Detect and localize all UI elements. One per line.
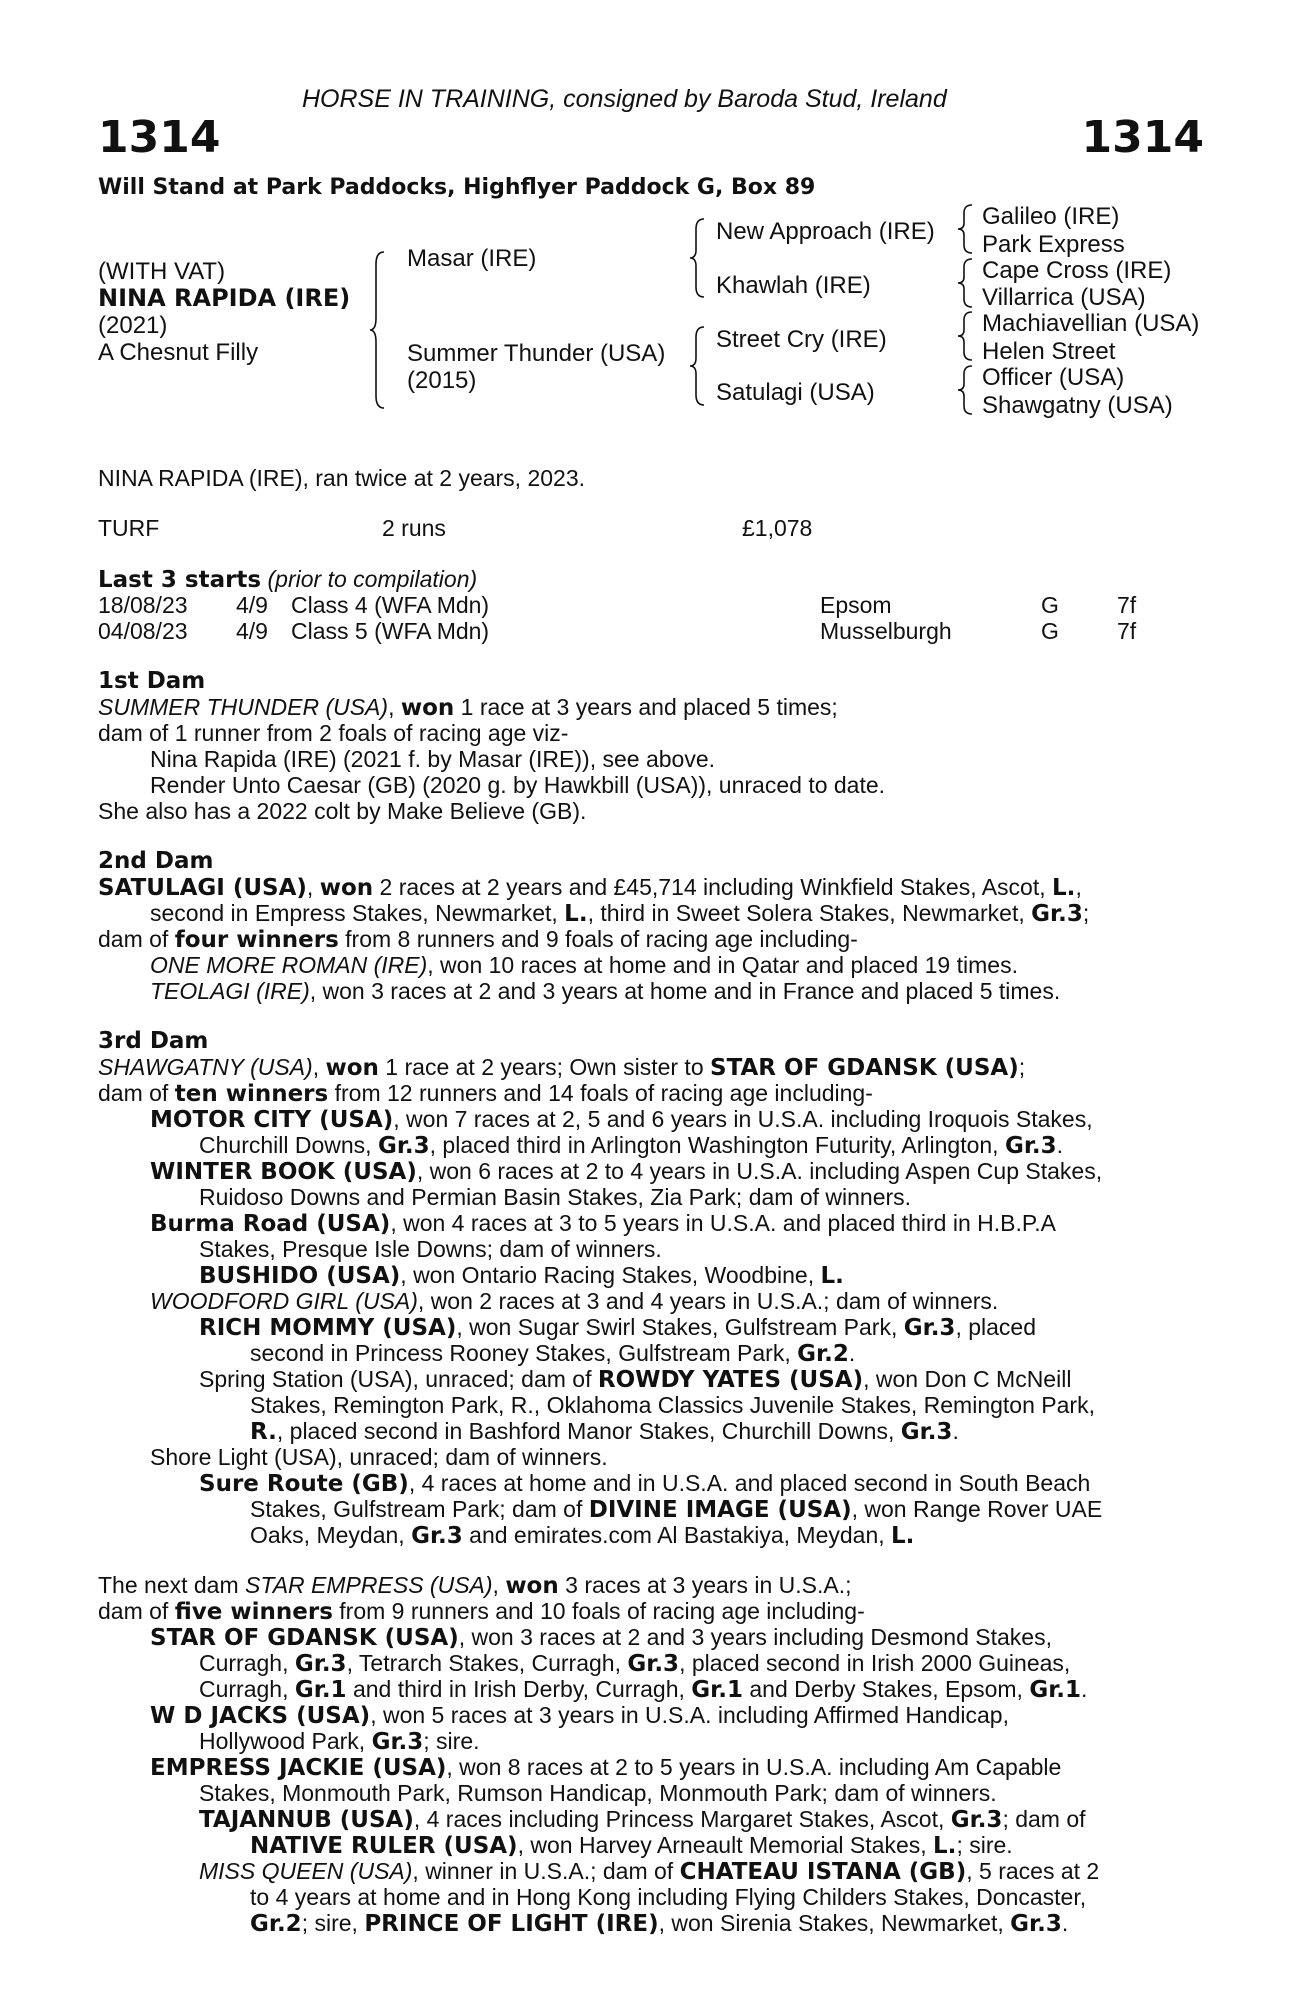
second-dam-progeny — [150, 952, 1018, 978]
text-segment: Gr.1 — [294, 1677, 347, 1703]
start-date: 18/08/23 — [98, 592, 188, 618]
third-dam-progeny: Shore Light (USA), unraced; dam of winners. — [150, 1444, 608, 1470]
third-dam-progeny — [150, 1288, 998, 1314]
start-distance: 7f — [1117, 592, 1137, 618]
text-segment: Gr.3 — [903, 1315, 956, 1341]
third-dam-line — [98, 1054, 1025, 1081]
text-segment: dam of — [98, 1598, 175, 1624]
text-segment: , won 2 races at 3 and 4 years in U.S.A.; dam of winners. — [417, 1288, 999, 1314]
next-dam-progeny — [250, 1832, 1013, 1859]
third-dam-progeny — [199, 1132, 1063, 1159]
next-dam-progeny: to 4 years at home and in Hong Kong including Flying Childers Stakes, Doncaster, — [250, 1884, 1087, 1910]
text-segment: 2 races at 2 years and £45,714 including Winkfield Stakes, Ascot, — [373, 874, 1053, 900]
text-segment: won — [400, 695, 455, 721]
third-dam-progeny — [150, 1158, 1102, 1185]
next-dam-progeny: Stakes, Monmouth Park, Rumson Handicap, Monmouth Park; dam of winners. — [199, 1780, 997, 1806]
text-segment: second in Empress Stakes, Newmarket, — [150, 900, 565, 926]
text-segment: dam of — [98, 926, 175, 952]
text-segment: WOODFORD GIRL (USA) — [150, 1288, 418, 1314]
grandsire-2: Cape Cross (IRE) — [982, 257, 1172, 284]
start-going: G — [1041, 618, 1059, 644]
text-segment: Stakes, Gulfstream Park; dam of — [250, 1496, 589, 1522]
pedigree-brace-dam — [688, 325, 708, 407]
text-segment: , won Sirenia Stakes, Newmarket, — [658, 1910, 1011, 1936]
text-segment: Gr.3 — [411, 1523, 463, 1549]
granddam-2: Villarrica (USA) — [982, 284, 1146, 311]
text-segment: STAR OF GDANSK (USA) — [710, 1055, 1019, 1081]
dam-dam-name: Satulagi (USA) — [716, 379, 875, 406]
text-segment: L. — [891, 1523, 915, 1549]
first-dam-progeny: Render Unto Caesar (GB) (2020 g. by Hawkbill (USA)), unraced to date. — [150, 772, 886, 798]
text-segment: , won 7 races at 2, 5 and 6 years in U.S.A. including Iroquois Stakes, — [393, 1106, 1093, 1132]
next-dam-line — [98, 1598, 865, 1625]
third-dam-line — [98, 1080, 873, 1107]
text-segment: , won Don C McNeill — [863, 1366, 1072, 1392]
text-segment: L. — [933, 1833, 957, 1859]
text-segment: ; dam of — [1002, 1806, 1086, 1832]
text-segment: from 8 runners and 9 foals of racing age including- — [338, 926, 858, 952]
third-dam-progeny — [199, 1262, 844, 1289]
text-segment: Last 3 starts — [98, 567, 262, 593]
text-segment: WINTER BOOK (USA) — [150, 1159, 417, 1185]
text-segment: ; sire. — [956, 1832, 1013, 1858]
granddam-4: Shawgatny (USA) — [982, 392, 1173, 419]
text-segment: SUMMER THUNDER (USA) — [98, 694, 389, 720]
text-segment: won — [325, 1055, 379, 1081]
text-segment: BUSHIDO (USA) — [199, 1263, 401, 1289]
dam-sire-name: Street Cry (IRE) — [716, 326, 887, 353]
text-segment: Gr.2 — [250, 1911, 302, 1937]
pedigree-brace-g2 — [956, 257, 976, 309]
text-segment: , placed third in Arlington Washington Futurity, Arlington, — [429, 1132, 1005, 1158]
next-dam-progeny — [199, 1728, 480, 1755]
text-segment: ONE MORE ROMAN (IRE) — [150, 952, 428, 978]
text-segment: Hollywood Park, — [199, 1728, 372, 1754]
text-segment: Burma Road (USA) — [150, 1211, 391, 1237]
text-segment: , — [492, 1572, 506, 1598]
vat-label: (WITH VAT) — [98, 258, 226, 285]
next-dam-line — [98, 1572, 851, 1599]
text-segment: Gr.3 — [1010, 1911, 1062, 1937]
dam-name: Summer Thunder (USA) — [407, 340, 666, 367]
first-dam-progeny: Nina Rapida (IRE) (2021 f. by Masar (IRE)), see above. — [150, 746, 716, 772]
first-dam-line: dam of 1 runner from 2 foals of racing age viz- — [98, 720, 569, 746]
text-segment: Gr.1 — [1029, 1677, 1082, 1703]
text-segment: and emirates.com Al Bastakiya, Meydan, — [462, 1522, 892, 1548]
text-segment: , — [388, 694, 401, 720]
start-going: G — [1041, 592, 1059, 618]
text-segment: from 9 runners and 10 foals of racing age including- — [332, 1598, 865, 1624]
text-segment: , won 10 races at home and in Qatar and placed 19 times. — [427, 952, 1018, 978]
third-dam-progeny — [250, 1418, 959, 1445]
third-dam-progeny — [199, 1470, 1090, 1497]
sire-dam-name: Khawlah (IRE) — [716, 272, 871, 299]
text-segment: 1 race at 3 years and placed 5 times; — [454, 694, 838, 720]
grandsire-4: Officer (USA) — [982, 364, 1125, 391]
text-segment: W D JACKS (USA) — [150, 1703, 371, 1729]
text-segment: ; — [1082, 900, 1090, 926]
text-segment: , — [312, 1054, 326, 1080]
pedigree-brace-g3 — [956, 310, 976, 362]
next-dam-progeny — [150, 1624, 1052, 1651]
next-dam-progeny — [199, 1650, 1070, 1677]
third-dam-progeny — [250, 1496, 1102, 1523]
text-segment: The next dam — [98, 1572, 246, 1598]
text-segment: SATULAGI (USA) — [98, 875, 307, 901]
text-segment: STAR EMPRESS (USA) — [245, 1572, 493, 1598]
text-segment: Gr.1 — [691, 1677, 743, 1703]
text-segment: four winners — [174, 927, 339, 953]
grandsire-1: Galileo (IRE) — [982, 203, 1120, 230]
text-segment: ; sire. — [423, 1728, 480, 1754]
horse-description: A Chesnut Filly — [98, 339, 259, 366]
text-segment: TAJANNUB (USA) — [199, 1807, 414, 1833]
pedigree-brace-g4 — [956, 364, 976, 416]
start-race: Class 4 (WFA Mdn) — [291, 592, 490, 618]
text-segment: DIVINE IMAGE (USA) — [588, 1497, 852, 1523]
text-segment: , — [306, 874, 320, 900]
text-segment: , won 5 races at 3 years in U.S.A. including Affirmed Handicap, — [370, 1702, 1009, 1728]
text-segment: , 4 races at home and in U.S.A. and placed second in South Beach — [408, 1470, 1091, 1496]
text-segment: , Tetrarch Stakes, Curragh, — [346, 1650, 628, 1676]
next-dam-progeny — [250, 1910, 1068, 1937]
next-dam-progeny — [199, 1858, 1099, 1885]
text-segment: SHAWGATNY (USA) — [98, 1054, 313, 1080]
text-segment: Spring Station (USA), unraced; dam of — [199, 1366, 598, 1392]
text-segment: TEOLAGI (IRE) — [150, 978, 310, 1004]
pedigree-brace-g1 — [956, 203, 976, 255]
record-runs: 2 runs — [382, 515, 446, 541]
text-segment: five winners — [174, 1599, 333, 1625]
text-segment: . — [1061, 1910, 1069, 1936]
text-segment: , won 4 races at 3 to 5 years in U.S.A. and placed third in H.B.P.A — [390, 1210, 1056, 1236]
text-segment: , — [1075, 874, 1082, 900]
third-dam-heading: 3rd Dam — [98, 1028, 209, 1054]
dam-year: (2015) — [407, 367, 477, 394]
text-segment: Gr.3 — [294, 1651, 347, 1677]
text-segment: Gr.3 — [1031, 901, 1083, 927]
text-segment: Gr.3 — [1004, 1133, 1057, 1159]
text-segment: . — [952, 1418, 959, 1444]
pedigree-brace-main — [368, 250, 388, 410]
text-segment: L. — [820, 1263, 844, 1289]
text-segment: Churchill Downs, — [199, 1132, 378, 1158]
text-segment: Sure Route (GB) — [199, 1471, 409, 1497]
text-segment: ROWDY YATES (USA) — [597, 1367, 864, 1393]
first-dam-line: She also has a 2022 colt by Make Believe (GB). — [98, 798, 587, 824]
text-segment: won — [505, 1573, 559, 1599]
text-segment: PRINCE OF LIGHT (IRE) — [364, 1911, 659, 1937]
next-dam-progeny — [199, 1676, 1087, 1703]
start-date: 04/08/23 — [98, 618, 188, 644]
text-segment: MISS QUEEN (USA) — [199, 1858, 413, 1884]
second-dam-line — [150, 900, 1089, 927]
third-dam-progeny — [150, 1106, 1093, 1133]
text-segment: Oaks, Meydan, — [250, 1522, 412, 1548]
text-segment: NATIVE RULER (USA) — [250, 1833, 518, 1859]
horse-name: NINA RAPIDA (IRE) — [98, 284, 351, 312]
text-segment: Gr.3 — [900, 1419, 953, 1445]
first-dam-heading: 1st Dam — [98, 668, 206, 694]
text-segment: ; sire, — [301, 1910, 365, 1936]
horse-year: (2021) — [98, 312, 168, 339]
text-segment: , won 8 races at 2 to 5 years in U.S.A. including Am Capable — [446, 1754, 1062, 1780]
text-segment: Gr.2 — [797, 1341, 849, 1367]
second-dam-line — [98, 926, 858, 953]
granddam-3: Helen Street — [982, 338, 1116, 365]
text-segment: EMPRESS JACKIE (USA) — [150, 1755, 447, 1781]
text-segment: from 12 runners and 14 foals of racing age including- — [328, 1080, 873, 1106]
text-segment: , third in Sweet Solera Stakes, Newmarket, — [587, 900, 1032, 926]
text-segment: , winner in U.S.A.; dam of — [412, 1858, 680, 1884]
text-segment: (prior to compilation) — [267, 566, 478, 592]
third-dam-progeny — [250, 1340, 855, 1367]
text-segment: , placed second in Bashford Manor Stakes, Churchill Downs, — [276, 1418, 901, 1444]
record-earnings: £1,078 — [742, 515, 813, 541]
text-segment: Gr.3 — [371, 1729, 424, 1755]
pedigree-brace-sire — [688, 217, 708, 299]
text-segment: Curragh, — [199, 1650, 295, 1676]
third-dam-progeny — [199, 1314, 1036, 1341]
text-segment: dam of — [98, 1080, 175, 1106]
next-dam-progeny — [199, 1806, 1086, 1833]
text-segment: , won 3 races at 2 and 3 years at home and in France and placed 5 times. — [309, 978, 1061, 1004]
text-segment: second in Princess Rooney Stakes, Gulfstream Park, — [250, 1340, 798, 1366]
text-segment: STAR OF GDANSK (USA) — [150, 1625, 459, 1651]
race-summary: NINA RAPIDA (IRE), ran twice at 2 years, 2023. — [98, 465, 586, 491]
text-segment: ten winners — [174, 1081, 329, 1107]
third-dam-progeny — [150, 1210, 1056, 1237]
text-segment: ; — [1018, 1054, 1026, 1080]
first-dam-line — [98, 694, 838, 721]
text-segment: Curragh, — [199, 1676, 295, 1702]
start-race: Class 5 (WFA Mdn) — [291, 618, 490, 644]
third-dam-progeny — [199, 1366, 1071, 1393]
text-segment: , placed second in Irish 2000 Guineas, — [679, 1650, 1071, 1676]
text-segment: , 4 races including Princess Margaret Stakes, Ascot, — [413, 1806, 951, 1832]
text-segment: Gr.3 — [627, 1651, 680, 1677]
sire-name: Masar (IRE) — [407, 245, 537, 272]
text-segment: , 5 races at 2 — [966, 1858, 1100, 1884]
third-dam-progeny — [250, 1522, 914, 1549]
second-dam-line — [98, 874, 1082, 901]
text-segment: and third in Irish Derby, Curragh, — [346, 1676, 692, 1702]
third-dam-progeny: Ruidoso Downs and Permian Basin Stakes, Zia Park; dam of winners. — [199, 1184, 912, 1210]
text-segment: L. — [564, 901, 588, 927]
start-course: Musselburgh — [820, 618, 952, 644]
text-segment: Gr.3 — [950, 1807, 1003, 1833]
text-segment: R. — [250, 1419, 277, 1445]
text-segment: won — [319, 875, 374, 901]
text-segment: , won 3 races at 2 and 3 years including Desmond Stakes, — [458, 1624, 1052, 1650]
text-segment: , won 6 races at 2 to 4 years in U.S.A. including Aspen Cup Stakes, — [416, 1158, 1103, 1184]
text-segment: RICH MOMMY (USA) — [199, 1315, 457, 1341]
last-starts-heading — [98, 566, 477, 593]
text-segment: , placed — [955, 1314, 1036, 1340]
second-dam-progeny — [150, 978, 1060, 1004]
text-segment: , won Harvey Arneault Memorial Stakes, — [517, 1832, 934, 1858]
text-segment: , won Range Rover UAE — [851, 1496, 1103, 1522]
third-dam-progeny: Stakes, Remington Park, R., Oklahoma Classics Juvenile Stakes, Remington Park, — [250, 1392, 1095, 1418]
text-segment: , won Ontario Racing Stakes, Woodbine, — [400, 1262, 821, 1288]
start-distance: 7f — [1117, 618, 1137, 644]
lot-number-left: 1314 — [98, 112, 221, 163]
grandsire-3: Machiavellian (USA) — [982, 310, 1200, 337]
second-dam-heading: 2nd Dam — [98, 848, 214, 874]
text-segment: , won Sugar Swirl Stakes, Gulfstream Park, — [456, 1314, 904, 1340]
sire-sire-name: New Approach (IRE) — [716, 218, 935, 245]
text-segment: Gr.3 — [377, 1133, 430, 1159]
text-segment: CHATEAU ISTANA (GB) — [679, 1859, 967, 1885]
next-dam-progeny — [150, 1702, 1009, 1729]
text-segment: . — [1081, 1676, 1088, 1702]
page-header-title: HORSE IN TRAINING, consigned by Baroda Stud, Ireland — [302, 85, 947, 113]
start-position: 4/9 — [236, 618, 268, 644]
text-segment: . — [1056, 1132, 1064, 1158]
text-segment: L. — [1052, 875, 1076, 901]
start-position: 4/9 — [236, 592, 268, 618]
text-segment: 3 races at 3 years in U.S.A.; — [558, 1572, 852, 1598]
text-segment: . — [848, 1340, 856, 1366]
text-segment: 1 race at 2 years; Own sister to — [378, 1054, 710, 1080]
text-segment: and Derby Stakes, Epsom, — [742, 1676, 1030, 1702]
third-dam-progeny: Stakes, Presque Isle Downs; dam of winners. — [199, 1236, 662, 1262]
start-course: Epsom — [820, 592, 892, 618]
next-dam-progeny — [150, 1754, 1061, 1781]
location-line: Will Stand at Park Paddocks, Highflyer Paddock G, Box 89 — [98, 175, 816, 200]
lot-number-right: 1314 — [1081, 112, 1204, 163]
granddam-1: Park Express — [982, 231, 1125, 258]
record-surface: TURF — [98, 515, 160, 541]
text-segment: MOTOR CITY (USA) — [150, 1107, 394, 1133]
